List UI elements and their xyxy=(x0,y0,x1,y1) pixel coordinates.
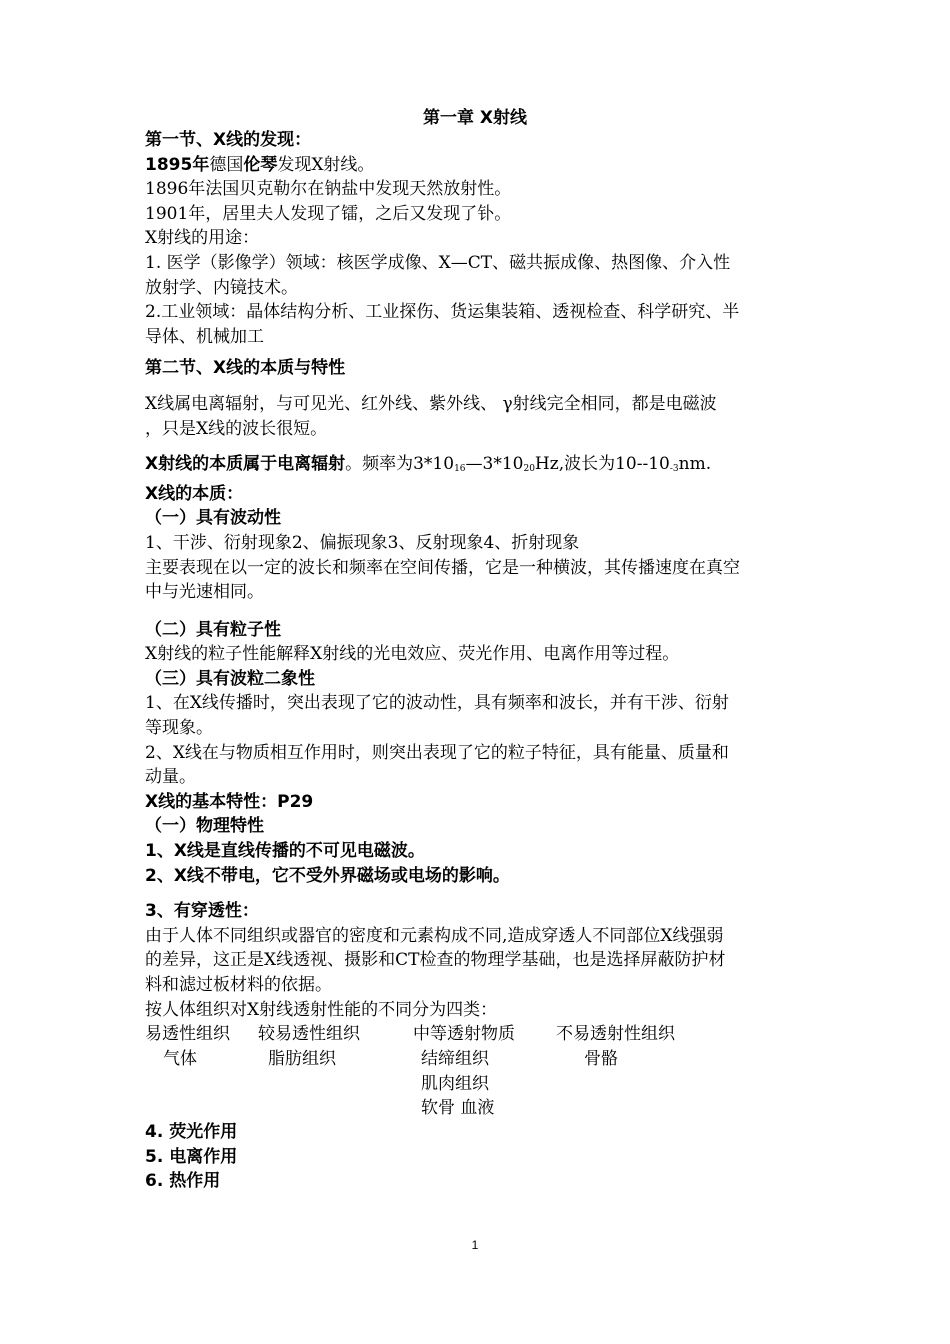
essence-line xyxy=(145,452,820,482)
emr-line2: ，只是X线的波长很短。 xyxy=(145,418,328,439)
physical-heading: （一）物理特性 xyxy=(145,816,264,837)
penetration-line2: 的差异，这正是X线透视、摄影和CT检查的物理学基础，也是选择屏蔽防护材 xyxy=(145,950,726,971)
table-header-1: 易透性组织 xyxy=(145,1024,230,1045)
emr-line1: X线属电离辐射，与可见光、红外线、紫外线、 γ射线完全相同，都是电磁波 xyxy=(145,393,717,414)
table-cell-bone: 骨骼 xyxy=(584,1049,618,1070)
physical-item1: 1、X线是直线传播的不可见电磁波。 xyxy=(145,841,425,862)
duality-line4: 动量。 xyxy=(145,767,196,788)
section1-heading: 第一节、X线的发现： xyxy=(145,130,312,150)
essence-bold: X射线的本质属于电离辐射 xyxy=(145,454,346,475)
document-body xyxy=(145,128,820,1194)
wave-line1: 1、干涉、衍射现象2、偏振现象3、反射现象4、折射现象 xyxy=(145,532,580,553)
table-cell-muscle: 肌肉组织 xyxy=(421,1074,489,1095)
penetration-line1: 由于人体不同组织或器官的密度和元素构成不同,造成穿透人不同部位X线强弱 xyxy=(145,925,724,946)
penetration-line3: 料和滤过板材料的依据。 xyxy=(145,975,332,995)
chapter-title: 第一章 X射线 xyxy=(422,108,528,128)
table-header-2: 较易透性组织 xyxy=(258,1024,360,1045)
table-cell-cartilage-blood: 软骨 血液 xyxy=(421,1098,495,1119)
table-header-3: 中等透射物质 xyxy=(413,1024,515,1045)
classification-intro: 按人体组织对X射线透射性能的不同分为四类： xyxy=(145,999,498,1020)
effect-thermal: 6. 热作用 xyxy=(145,1171,221,1192)
duality-line3: 2、X线在与物质相互作用时，则突出表现了它的粒子特征，具有能量、质量和 xyxy=(145,742,729,763)
duality-line1: 1、在X线传播时，突出表现了它的波动性，具有频率和波长，并有干涉、衍射 xyxy=(145,693,729,714)
use-medical-line1: 1. 医学（影像学）领域：核医学成像、X—CT、磁共振成像、热图像、介入性 xyxy=(145,252,731,273)
table-header-4: 不易透射性组织 xyxy=(556,1024,675,1045)
table-cell-fat: 脂肪组织 xyxy=(268,1049,336,1070)
wave-line2: 主要表现在以一定的波长和频率在空间传播，它是一种横波，其传播速度在真空 xyxy=(145,557,740,578)
text-discovered: 发现X射线。 xyxy=(277,154,375,175)
use-industrial-line1: 2.工业领域：晶体结构分析、工业探伤、货运集装箱、透视检查、科学研究、半 xyxy=(145,302,740,323)
exp-16: 16 xyxy=(454,464,466,475)
exp-neg3: -3 xyxy=(669,464,679,475)
basic-props-heading: X线的基本特性：P29 xyxy=(145,791,314,812)
table-cell-connective: 结缔组织 xyxy=(421,1049,489,1070)
effect-fluorescence: 4. 荧光作用 xyxy=(145,1122,238,1143)
wave-heading: （一）具有波动性 xyxy=(145,508,281,529)
table-cell-gas: 气体 xyxy=(163,1049,197,1070)
freq-text-d: nm. xyxy=(678,454,712,475)
year-1895: 1895年 xyxy=(145,154,210,175)
freq-text-c: Hz,波长为10--10 xyxy=(534,454,670,475)
duality-heading: （三）具有波粒二象性 xyxy=(145,668,315,689)
discovery-1895 xyxy=(145,153,820,178)
particle-line1: X射线的粒子性能解释X射线的光电效应、荧光作用、电离作用等过程。 xyxy=(145,644,680,665)
use-industrial-line2: 导体、机械加工 xyxy=(145,326,264,347)
section2-heading: 第二节、X线的本质与特性 xyxy=(145,358,346,379)
freq-text-b: —3*10 xyxy=(465,454,524,475)
effect-ionization: 5. 电离作用 xyxy=(145,1146,238,1167)
particle-heading: （二）具有粒子性 xyxy=(145,619,281,640)
use-medical-line2: 放射学、内镜技术。 xyxy=(145,277,298,298)
nature-heading: X线的本质： xyxy=(145,483,244,504)
physical-item2: 2、X线不带电，它不受外界磁场或电场的影响。 xyxy=(145,865,510,886)
page-number: 1 xyxy=(471,1238,479,1252)
discovery-1896: 1896年法国贝克勒尔在钠盐中发现天然放射性。 xyxy=(145,179,512,200)
freq-text-a: 。频率为3*10 xyxy=(345,454,455,475)
duality-line2: 等现象。 xyxy=(145,718,213,739)
wave-line3: 中与光速相同。 xyxy=(145,582,264,603)
text-country: 德国 xyxy=(209,154,244,175)
uses-heading: X射线的用途： xyxy=(145,228,260,249)
exp-20: 20 xyxy=(523,464,535,475)
tissue-classification-table xyxy=(145,1022,820,1120)
name-roentgen: 伦琴 xyxy=(243,154,278,175)
penetration-heading: 3、有穿透性： xyxy=(145,901,259,922)
discovery-1901: 1901年，居里夫人发现了镭，之后又发现了钋。 xyxy=(145,203,512,224)
